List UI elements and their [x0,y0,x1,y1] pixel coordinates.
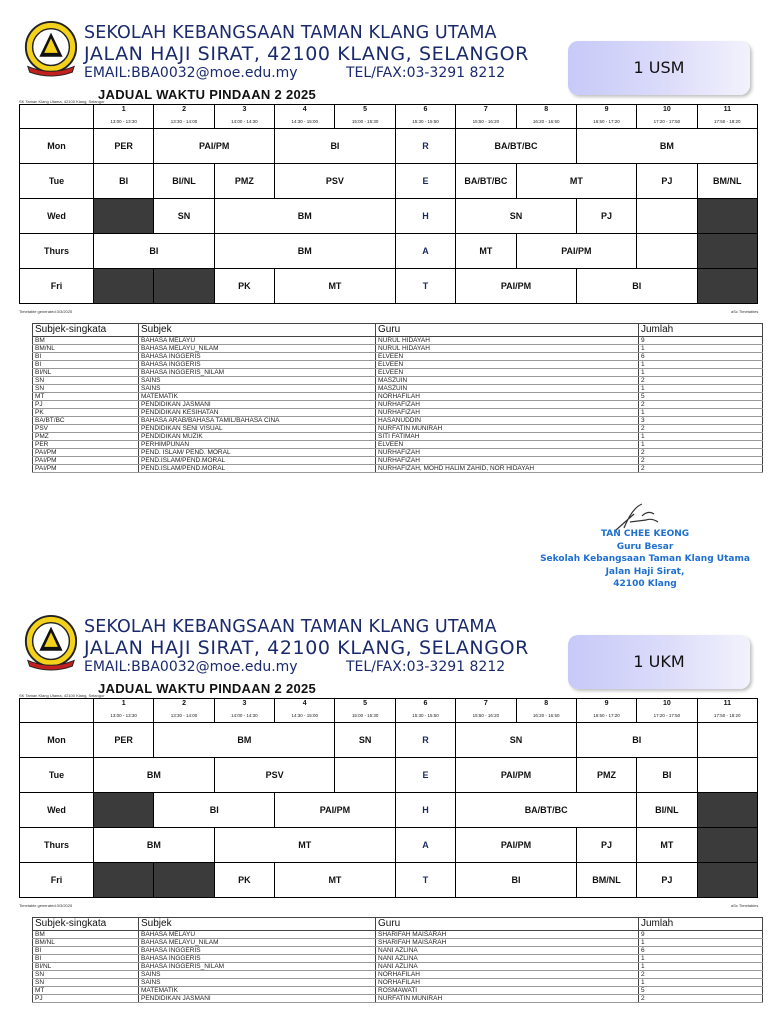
lesson-cell: PAI/PM [456,828,577,863]
legend-subject: BAHASA INGGERIS [139,353,376,361]
lesson-cell: PER [94,723,154,758]
period-time: 16:50 - 17:20 [576,708,636,723]
period-number: 10 [637,105,697,115]
lesson-cell: BA/BT/BC [456,129,577,164]
lesson-cell: MT [637,828,697,863]
legend-code: BM/NL [33,345,139,353]
period-time: 14:30 - 15:00 [275,708,335,723]
break-letter: R [395,723,455,758]
period-number: 3 [214,699,274,709]
legend-teacher: ELVEEN [376,353,639,361]
legend-count: 1 [639,369,763,377]
legend-count: 2 [639,401,763,409]
day-row [20,793,758,828]
legend-code: BI/NL [33,963,139,971]
lesson-cell: BM [94,828,215,863]
legend-header-subject: Subjek [139,918,376,931]
legend-code: BM/NL [33,939,139,947]
legend-row [33,971,763,979]
footer-right: aSc Timetables [731,309,759,314]
legend-count: 9 [639,337,763,345]
lesson-cell: SN [456,723,577,758]
legend-code: BM [33,337,139,345]
break-letter: E [395,758,455,793]
day-row [20,863,758,898]
legend-row [33,955,763,963]
legend-teacher: ELVEEN [376,361,639,369]
lesson-cell: PK [214,863,274,898]
legend-count: 2 [639,457,763,465]
legend-code: MT [33,987,139,995]
footer-right: aSc Timetables [731,903,759,908]
legend-subject: BAHASA INGGERIS_NILAM [139,963,376,971]
period-number: 7 [456,699,516,709]
legend-count: 1 [639,361,763,369]
legend-teacher: NURHAFIZAH [376,409,639,417]
day-name: Tue [20,164,94,199]
legend-header-code: Subjek-singkata [33,324,139,337]
legend-teacher: SHARIFAH MAISARAH [376,931,639,939]
lesson-cell: BM [214,199,395,234]
day-name: Thurs [20,234,94,269]
legend-code: PAI/PM [33,465,139,473]
legend-teacher: SHARIFAH MAISARAH [376,939,639,947]
lesson-cell [697,723,757,758]
legend-code: SN [33,971,139,979]
period-time: 17:20 - 17:50 [637,114,697,129]
school-email: EMAIL:BBA0032@moe.edu.my [84,65,298,81]
period-time: 16:50 - 17:20 [576,114,636,129]
legend-teacher: SITI FATIMAH [376,433,639,441]
legend-code: PSV [33,425,139,433]
lesson-cell: BA/BT/BC [456,164,516,199]
lesson-cell: BI [94,234,215,269]
legend-count: 2 [639,377,763,385]
timetable-title: JADUAL WAKTU PINDAAN 2 2025 [98,87,317,102]
legend-count: 2 [639,425,763,433]
legend-teacher: HASANUDDIN [376,417,639,425]
legend-subject: BAHASA MELAYU_NILAM [139,939,376,947]
legend-count: 6 [639,947,763,955]
lesson-cell: BI [576,269,697,304]
period-time: 13:00 - 13:30 [94,708,154,723]
legend-subject: MATEMATIK [139,987,376,995]
lesson-cell: BI [275,129,396,164]
period-number: 5 [335,105,395,115]
lesson-cell: PAI/PM [154,129,275,164]
legend-subject: PENDIDIKAN MUZIK [139,433,376,441]
lesson-cell: PSV [275,164,396,199]
period-number: 8 [516,105,576,115]
legend-row [33,939,763,947]
legend-count: 1 [639,433,763,441]
lesson-cell: PAI/PM [275,793,396,828]
period-time: 13:30 - 14:00 [154,114,214,129]
school-name: SEKOLAH KEBANGSAAN TAMAN KLANG UTAMA [84,23,497,43]
lesson-cell: SN [154,199,214,234]
legend-header-teacher: Guru [376,324,639,337]
legend-teacher: NURUL HIDAYAH [376,337,639,345]
period-time: 15:50 - 16:20 [456,708,516,723]
period-number: 2 [154,105,214,115]
lesson-cell: BM [94,758,215,793]
period-time: 15:00 - 15:30 [335,114,395,129]
period-time: 17:20 - 17:50 [637,708,697,723]
timetable-title: JADUAL WAKTU PINDAAN 2 2025 [98,681,317,696]
break-letter: T [395,863,455,898]
legend-row [33,979,763,987]
legend-code: BA/BT/BC [33,417,139,425]
day-name: Mon [20,723,94,758]
legend-teacher: ELVEEN [376,441,639,449]
break-letter: A [395,234,455,269]
legend-count: 1 [639,345,763,353]
period-number: 7 [456,105,516,115]
legend-teacher: ELVEEN [376,369,639,377]
lesson-cell: PSV [214,758,335,793]
class-name-box: 1 UKM [568,635,750,689]
school-address: JALAN HAJI SIRAT, 42100 KLANG, SELANGOR [84,43,529,65]
legend-subject: PENDIDIKAN JASMANI [139,401,376,409]
break-letter: T [395,269,455,304]
blocked-slot [94,793,154,828]
period-time: 15:00 - 15:30 [335,708,395,723]
break-letter: A [395,828,455,863]
legend-teacher: NURUL HIDAYAH [376,345,639,353]
legend-subject: SAINS [139,971,376,979]
period-number: 2 [154,699,214,709]
legend-subject: BAHASA INGGERIS [139,955,376,963]
period-time: 14:30 - 15:00 [275,114,335,129]
day-name: Tue [20,758,94,793]
legend-teacher: MASZUIN [376,385,639,393]
period-number: 10 [637,699,697,709]
period-number: 6 [395,699,455,709]
lesson-cell: MT [275,863,396,898]
day-name: Mon [20,129,94,164]
lesson-cell: BI/NL [637,793,697,828]
lesson-cell: BM [576,129,757,164]
lesson-cell: BI [456,863,577,898]
legend-code: SN [33,377,139,385]
lesson-cell: BI/NL [154,164,214,199]
period-number: 3 [214,105,274,115]
lesson-cell: PJ [576,199,636,234]
lesson-cell: MT [456,234,516,269]
legend-row [33,931,763,939]
legend-subject: BAHASA MELAYU_NILAM [139,345,376,353]
legend-subject: SAINS [139,979,376,987]
legend-teacher: NURHAFIZAH [376,401,639,409]
legend-code: PAI/PM [33,449,139,457]
legend-code: PER [33,441,139,449]
legend-teacher: NORHAFILAH [376,971,639,979]
legend-row [33,947,763,955]
signature-address-2: 42100 Klang [613,579,677,589]
legend-count: 5 [639,393,763,401]
lesson-cell: PMZ [214,164,274,199]
day-name: Thurs [20,828,94,863]
legend-count: 2 [639,465,763,473]
legend-subject: BAHASA INGGERIS [139,361,376,369]
lesson-cell: BM/NL [576,863,636,898]
legend-code: BI [33,361,139,369]
period-time: 16:20 - 16:50 [516,114,576,129]
legend-subject: BAHASA ARAB/BAHASA TAMIL/BAHASA CINA [139,417,376,425]
legend-subject: PEND. ISLAM/ PEND. MORAL [139,449,376,457]
period-time: 15:50 - 16:20 [456,114,516,129]
period-time: 17:50 - 18:20 [697,708,757,723]
legend-subject: PERHIMPUNAN [139,441,376,449]
period-number: 5 [335,699,395,709]
lesson-cell: PMZ [576,758,636,793]
legend-subject: BAHASA INGGERIS_NILAM [139,369,376,377]
small-caption: SK Taman Klang Utama, 42100 Klang, Selangor [19,99,105,104]
legend-teacher: NANI AZLINA [376,963,639,971]
legend-teacher: NURHAFIZAH [376,449,639,457]
legend-code: PMZ [33,433,139,441]
lesson-cell: MT [275,269,396,304]
lesson-cell: BI [154,793,275,828]
school-tel: TEL/FAX:03-3291 8212 [346,659,506,675]
legend-code: BI [33,955,139,963]
period-time: 14:00 - 14:30 [214,708,274,723]
lesson-cell: MT [214,828,395,863]
legend-teacher: NORHAFILAH [376,979,639,987]
break-letter: H [395,199,455,234]
legend-teacher: NANI AZLINA [376,955,639,963]
day-row [20,828,758,863]
lesson-cell: PK [214,269,274,304]
lesson-cell: BM [154,723,335,758]
lesson-cell: PAI/PM [516,234,637,269]
period-time: 15:30 - 15:50 [395,114,455,129]
signature-name: TAN CHEE KEONG [600,529,690,539]
subject-legend [32,917,763,1003]
lesson-cell: PJ [637,164,697,199]
lesson-cell: BI [576,723,697,758]
legend-header-code: Subjek-singkata [33,918,139,931]
legend-count: 1 [639,939,763,947]
lesson-cell: PJ [576,828,636,863]
legend-header-subject: Subjek [139,324,376,337]
day-name: Fri [20,269,94,304]
period-number: 4 [275,699,335,709]
legend-teacher: ROSMAWATI [376,987,639,995]
legend-code: BI/NL [33,369,139,377]
class-name-box: 1 USM [568,41,750,95]
legend-count: 1 [639,409,763,417]
legend-teacher: NURHAFIZAH, MOHD HALIM ZAHID, NOR HIDAYAH [376,465,639,473]
legend-teacher: NORHAFILAH [376,393,639,401]
legend-header-count: Jumlah [639,918,763,931]
lesson-cell: BM/NL [697,164,757,199]
legend-subject: BAHASA MELAYU [139,931,376,939]
legend-subject: PENDIDIKAN JASMANI [139,995,376,1003]
legend-code: SN [33,979,139,987]
lesson-cell: BI [94,164,154,199]
day-name: Wed [20,793,94,828]
period-time: 16:20 - 16:50 [516,708,576,723]
blocked-slot [697,793,757,828]
legend-count: 1 [639,385,763,393]
break-letter: E [395,164,455,199]
period-number: 4 [275,105,335,115]
period-number: 9 [576,699,636,709]
period-number: 6 [395,105,455,115]
legend-subject: SAINS [139,377,376,385]
generated-note: Timetable generated:3/3/2025 [19,903,73,908]
period-number: 8 [516,699,576,709]
lesson-cell: MT [516,164,637,199]
legend-subject: SAINS [139,385,376,393]
day-name: Fri [20,863,94,898]
lesson-cell [697,758,757,793]
legend-count: 1 [639,441,763,449]
legend-subject: PEND.ISLAM/PEND.MORAL [139,457,376,465]
blocked-slot [94,863,154,898]
legend-count: 1 [639,963,763,971]
period-number: 9 [576,105,636,115]
lesson-cell: BM [214,234,395,269]
legend-teacher: NANI AZLINA [376,947,639,955]
legend-count: 2 [639,995,763,1003]
signature-address-1: Jalan Haji Sirat, [605,566,685,577]
legend-count: 2 [639,971,763,979]
legend-header-count: Jumlah [639,324,763,337]
legend-code: MT [33,393,139,401]
small-caption: SK Taman Klang Utama, 42100 Klang, Selangor [19,693,105,698]
legend-count: 3 [639,417,763,425]
lesson-cell: SN [335,723,395,758]
legend-subject: PEND.ISLAM/PEND.MORAL [139,465,376,473]
legend-subject: PENDIDIKAN SENI VISUAL [139,425,376,433]
legend-teacher: MASZUIN [376,377,639,385]
timetable-grid [19,698,758,898]
legend-row [33,995,763,1003]
break-letter: H [395,793,455,828]
legend-code: PAI/PM [33,457,139,465]
lesson-cell: PJ [637,863,697,898]
lesson-cell: BI [637,758,697,793]
legend-count: 5 [639,987,763,995]
legend-subject: PENDIDIKAN KESIHATAN [139,409,376,417]
signature-role: Guru Besar [616,541,674,552]
day-name: Wed [20,199,94,234]
legend-subject: BAHASA INGGERIS [139,947,376,955]
legend-code: PJ [33,995,139,1003]
period-time: 14:00 - 14:30 [214,114,274,129]
legend-code: PJ [33,401,139,409]
corner-cell [20,699,94,723]
period-time: 13:00 - 13:30 [94,114,154,129]
school-name: SEKOLAH KEBANGSAAN TAMAN KLANG UTAMA [84,617,497,637]
blocked-slot [697,863,757,898]
period-number: 1 [94,105,154,115]
day-row [20,723,758,758]
generated-note: Timetable generated:3/3/2025 [19,309,73,314]
lesson-cell: PAI/PM [456,758,577,793]
period-time: 15:30 - 15:50 [395,708,455,723]
period-time: 13:30 - 14:00 [154,708,214,723]
legend-count: 9 [639,931,763,939]
legend-count: 1 [639,979,763,987]
legend-code: BM [33,931,139,939]
legend-count: 6 [639,353,763,361]
legend-code: SN [33,385,139,393]
legend-row [33,987,763,995]
break-letter: R [395,129,455,164]
legend-count: 2 [639,449,763,457]
legend-subject: MATEMATIK [139,393,376,401]
lesson-cell: PAI/PM [456,269,577,304]
school-address: JALAN HAJI SIRAT, 42100 KLANG, SELANGOR [84,637,529,659]
school-crest-icon [22,614,80,672]
legend-teacher: NURFATIN MUNIRAH [376,995,639,1003]
blocked-slot [154,863,214,898]
lesson-cell [335,758,395,793]
legend-code: BI [33,353,139,361]
legend-code: BI [33,947,139,955]
period-number: 1 [94,699,154,709]
period-time: 17:50 - 18:20 [697,114,757,129]
legend-count: 1 [639,955,763,963]
school-tel: TEL/FAX:03-3291 8212 [346,65,506,81]
lesson-cell: BA/BT/BC [456,793,637,828]
signature-school: Sekolah Kebangsaan Taman Klang Utama [540,554,750,564]
period-number: 11 [697,105,757,115]
legend-code: PK [33,409,139,417]
day-row [20,758,758,793]
blocked-slot [697,828,757,863]
school-email: EMAIL:BBA0032@moe.edu.my [84,659,298,675]
legend-subject: BAHASA MELAYU [139,337,376,345]
legend-header-teacher: Guru [376,918,639,931]
lesson-cell: SN [456,199,577,234]
legend-teacher: NURHAFIZAH [376,457,639,465]
legend-row [33,963,763,971]
lesson-cell: PER [94,129,154,164]
period-number: 11 [697,699,757,709]
legend-teacher: NURFATIN MUNIRAH [376,425,639,433]
